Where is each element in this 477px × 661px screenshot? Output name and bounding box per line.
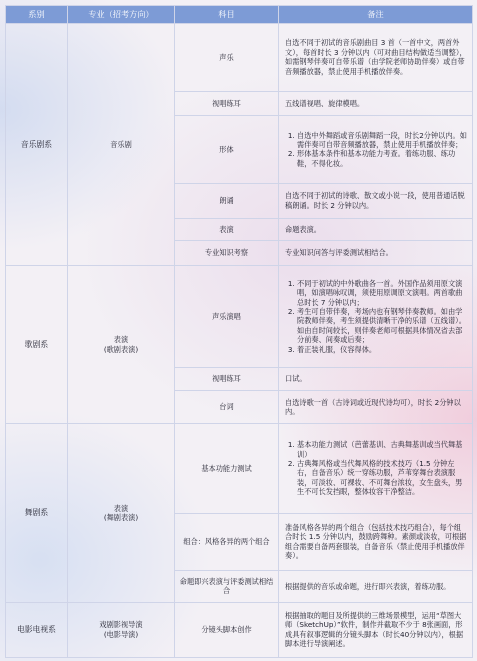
note-cell [279, 116, 473, 184]
table-row [6, 265, 473, 367]
list-item: 2. 考生可自带伴奏，考场内也有钢琴伴奏教师。如由学院教师伴奏，考生须提供清晰干净的乐谱（五线谱）。如由自时间较长，则伴奏老师可根据具体情况省去部分前奏、间奏或后奏； [297, 307, 468, 345]
list-item: 2. 古典舞风格或当代舞风格的技术技巧（1.5 分钟左右，自备音乐）统一穿练功服，芦苇穿舞台表演服装，可淡妆、可裸妆、不可舞台浓妆，女生盘头，男生不可长发挡眼，整体妆容干净整洁。 [297, 459, 468, 497]
subject-cell: 命题即兴表演与评委测试相结合 [175, 570, 279, 602]
note-cell: 自选不同于初试的音乐剧曲目 3 首（一首中文，两首外文），每首时长 3 分钟以内（可对曲目结构做适当调整），如需钢琴伴奏可自带乐谱（由学院老师协助伴奏）或自带音频播放器，禁止使用手机播放伴奏。 [279, 24, 473, 92]
header-dept: 系别 [6, 6, 68, 24]
subject-cell: 专业知识考察 [175, 241, 279, 266]
list-item: 2. 形体基本条件和基本功能力考查。着练功服、练功鞋，不得化妆。 [297, 149, 468, 168]
note-list [285, 131, 468, 169]
dept-cell: 音乐剧系 [6, 24, 68, 266]
note-cell [279, 424, 473, 513]
note-cell: 五线谱视唱、旋律模唱。 [279, 91, 473, 116]
subject-cell: 组合：风格各异的两个组合 [175, 513, 279, 570]
dept-cell: 电影电视系 [6, 602, 68, 657]
dept-cell: 歌剧系 [6, 265, 68, 424]
subject-cell: 视唱练耳 [175, 91, 279, 116]
dept-cell: 舞剧系 [6, 424, 68, 602]
note-list [285, 440, 468, 496]
major-cell: 音乐剧 [68, 24, 175, 266]
note-cell: 准备风格各异的两个组合（包括技术技巧组合），每个组合时长 1.5 分钟以内，鼓励跨舞种。素颜或淡妆，可根据组合需要自备两套服装，自备音乐（禁止使用手机播放伴奏）。 [279, 513, 473, 570]
major-cell: 表演 (歌剧表演) [68, 265, 175, 424]
major-cell: 表演 (舞剧表演) [68, 424, 175, 602]
subject-cell: 分镜头脚本创作 [175, 602, 279, 657]
major-cell: 戏剧影视导演 (电影导演) [68, 602, 175, 657]
table-row [6, 602, 473, 657]
subject-cell: 声乐演唱 [175, 265, 279, 367]
note-cell: 命题表演。 [279, 218, 473, 241]
list-item: 1. 不同于初试的中外歌曲各一首。外国作品须用原文演唱，如演唱咏叹调，须使用原调原文演唱。两首歌曲总时长 7 分钟以内； [297, 279, 468, 307]
table-row [6, 24, 473, 92]
note-cell: 根据抽取的题目及所提供的三维场景模型，运用“草图大师（SketchUp）”软件，制作并截取不少于 8张画面，形成具有叙事逻辑的分镜头脚本（时长40分钟以内），根据脚本进行导演阐述。 [279, 602, 473, 657]
list-item: 1. 自选中外舞蹈或音乐剧舞蹈一段，时长2分钟以内。如需伴奏可自带音频播放器，禁止使用手机播放伴奏； [297, 131, 468, 150]
note-cell [279, 265, 473, 367]
subject-cell: 台词 [175, 390, 279, 424]
note-cell: 自选诗歌一首（古诗词或近现代诗均可），时长 2分钟以内。 [279, 390, 473, 424]
note-cell: 根据提供的音乐或命题，进行即兴表演，着练功服。 [279, 570, 473, 602]
subject-cell: 形体 [175, 116, 279, 184]
table-row [6, 424, 473, 513]
subject-cell: 声乐 [175, 24, 279, 92]
subject-cell: 朗诵 [175, 183, 279, 218]
note-cell: 专业知识问答与评委测试相结合。 [279, 241, 473, 266]
list-item: 1. 基本功能力测试（芭蕾基训、古典舞基训或当代舞基训） [297, 440, 468, 459]
subject-cell: 视唱练耳 [175, 368, 279, 391]
header-row [6, 6, 473, 24]
list-item: 3. 着正装礼服，仪容得体。 [297, 345, 468, 354]
header-subject: 科目 [175, 6, 279, 24]
note-list [285, 279, 468, 354]
header-note: 备注 [279, 6, 473, 24]
subject-cell: 表演 [175, 218, 279, 241]
note-cell: 自选不同于初试的诗歌、散文或小说一段，使用普通话脱稿朗诵。时长 2 分钟以内。 [279, 183, 473, 218]
subject-cell: 基本功能力测试 [175, 424, 279, 513]
note-cell: 口试。 [279, 368, 473, 391]
header-major: 专业（招考方向） [68, 6, 175, 24]
exam-subjects-table [5, 5, 473, 658]
